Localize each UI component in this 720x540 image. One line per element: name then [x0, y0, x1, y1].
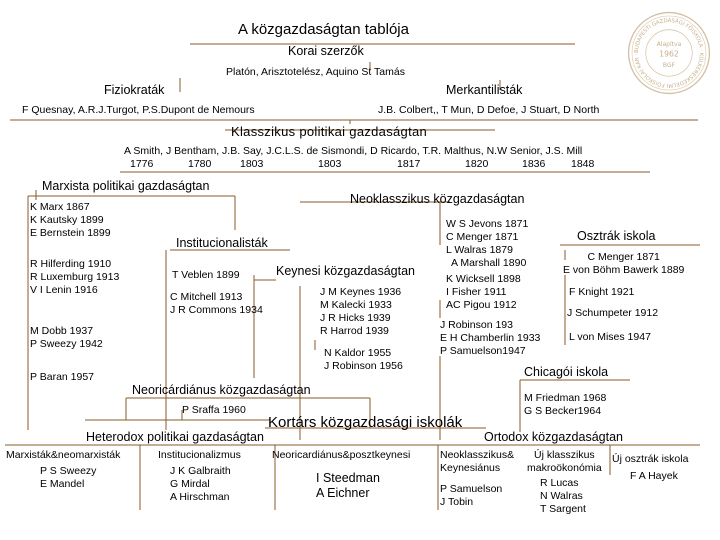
marxist-author: P Baran 1957: [30, 371, 95, 383]
svg-text:Alapítva: Alapítva: [656, 41, 682, 49]
orthodox-new-classical-names: [540, 477, 586, 516]
institutionalist-group-2: [170, 291, 263, 317]
orthodox-new-classical-heading: [527, 449, 602, 475]
marxist-group-3: [30, 325, 103, 351]
orthodox-author: P Samuelson: [440, 483, 503, 495]
orthodox-subheading: makroökonómia: [527, 462, 602, 474]
austrian-group-1: [563, 251, 684, 277]
heterodox-institutionalism-heading: Institucionalizmus: [158, 449, 241, 461]
heterodox-author: I Steedman: [316, 471, 380, 485]
heterodox-author: G Mirdal: [170, 478, 210, 490]
chicago-author: G S Becker1964: [524, 405, 602, 417]
neoclassical-group-1: [446, 218, 528, 270]
institutionalist-author: T Veblen 1899: [172, 269, 240, 281]
marxist-author: K Kautsky 1899: [30, 214, 104, 226]
neoclassical-author: W S Jevons 1871: [446, 218, 529, 230]
college-seal-stamp: [626, 10, 712, 96]
keynesian-group-1: [320, 286, 401, 338]
classical-date: 1776: [130, 158, 154, 170]
keynesian-author: J Robinson 1956: [324, 360, 403, 372]
classical-date: 1803: [240, 158, 264, 170]
heterodox-author: J K Galbraith: [170, 465, 231, 477]
classical-date: 1817: [397, 158, 421, 170]
classical-heading: Klasszikus politikai gazdaságtan: [231, 124, 428, 139]
chicago-heading: Chicagói iskola: [524, 365, 609, 379]
neoclassical-author: I Fisher 1911: [446, 286, 507, 298]
keynesian-author: J M Keynes 1936: [320, 286, 402, 298]
neoclassical-author: K Wicksell 1898: [446, 273, 521, 285]
institutionalist-author: C Mitchell 1913: [170, 291, 243, 303]
keynesian-author: J R Hicks 1939: [320, 312, 391, 324]
svg-text:BGF: BGF: [662, 61, 676, 69]
austrian-author: F Knight 1921: [569, 286, 635, 298]
orthodox-neoclassical-keynesian-heading: [440, 449, 514, 475]
early-authors-names: Platón, Arisztotelész, Aquino St Tamás: [226, 66, 405, 78]
marxist-group-2: [30, 258, 119, 297]
marxist-group-1: [30, 201, 111, 240]
neoclassical-author: J Robinson 193: [440, 319, 513, 331]
chicago-author: M Friedman 1968: [524, 392, 607, 404]
heterodox-author: A Eichner: [316, 486, 370, 500]
marxist-heading: Marxista politikai gazdaságtan: [42, 179, 210, 193]
marxist-author: R Luxemburg 1913: [30, 271, 120, 283]
marxist-author: M Dobb 1937: [30, 325, 94, 337]
keynesian-heading: Keynesi közgazdaságtan: [276, 264, 415, 278]
marxist-author: K Marx 1867: [30, 201, 90, 213]
svg-text:1962: 1962: [659, 49, 679, 59]
heterodox-author: E Mandel: [40, 478, 85, 490]
page-title: A közgazdaságtan tablója: [238, 21, 409, 38]
marxist-author: P Sweezy 1942: [30, 338, 103, 350]
orthodox-neoclassical-keynesian-names: [440, 483, 502, 509]
classical-date: 1836: [522, 158, 546, 170]
neoricardian-heading: Neoricárdiánus közgazdaságtan: [132, 383, 311, 397]
neoclassical-author: L Walras 1879: [446, 244, 513, 256]
orthodox-subheading: Új klasszikus: [534, 449, 595, 461]
neoclassical-author: P Samuelson1947: [440, 345, 526, 357]
chicago-authors: [524, 392, 606, 418]
svg-text:BUDAPESTI GAZDASÁGI FŐISKOLA ·: BUDAPESTI GAZDASÁGI FŐISKOLA · KÜLKERESKEDELMI FŐISKOLAI KAR ·: [633, 18, 705, 89]
contemporary-heading: Kortárs közgazdasági iskolák: [268, 414, 463, 431]
austrian-author: L von Mises 1947: [569, 331, 651, 343]
neoclassical-author: E H Chamberlin 1933: [440, 332, 541, 344]
heterodox-institutionalism-names: [170, 465, 231, 504]
heterodox-author: P S Sweezy: [40, 465, 97, 477]
physiocrats-names: F Quesnay, A.R.J.Turgot, P.S.Dupont de Nemours: [22, 104, 255, 116]
neoclassical-author: C Menger 1871: [446, 231, 519, 243]
orthodox-author: R Lucas: [540, 477, 579, 489]
classical-date: 1848: [571, 158, 595, 170]
heterodox-author: A Hirschman: [170, 491, 230, 503]
classical-date: 1803: [318, 158, 342, 170]
keynesian-group-2: [324, 347, 403, 373]
heterodox-marxists-heading: Marxisták&neomarxisták: [6, 449, 121, 461]
heterodox-postkeynesian-heading: Neoricardiánus&posztkeynesi: [272, 449, 411, 461]
marxist-author: V I Lenin 1916: [30, 284, 98, 296]
austrian-author: E von Böhm Bawerk 1889: [563, 264, 685, 276]
early-authors-heading: Korai szerzők: [288, 44, 364, 58]
austrian-author: J Schumpeter 1912: [567, 307, 659, 319]
marxist-author: R Hilferding 1910: [30, 258, 112, 270]
orthodox-heading: Ortodox közgazdaságtan: [484, 430, 623, 444]
neoricardian-author: P Sraffa 1960: [182, 404, 246, 416]
keynesian-author: M Kalecki 1933: [320, 299, 392, 311]
austrian-heading: Osztrák iskola: [577, 229, 656, 243]
keynesian-author: R Harrod 1939: [320, 325, 389, 337]
classical-date: 1780: [188, 158, 212, 170]
keynesian-author: N Kaldor 1955: [324, 347, 392, 359]
austrian-author: C Menger 1871: [587, 251, 660, 263]
institutionalists-heading: Institucionalisták: [176, 236, 268, 250]
neoclassical-heading: Neoklasszikus közgazdaságtan: [350, 192, 525, 206]
heterodox-marxists-names: [40, 465, 96, 491]
heterodox-postkeynesian-names: [316, 471, 380, 501]
orthodox-author: F A Hayek: [630, 470, 678, 482]
orthodox-subheading: Keynesiánus: [440, 462, 501, 474]
neoclassical-author: A Marshall 1890: [451, 257, 527, 269]
orthodox-new-austrian-heading: Új osztrák iskola: [612, 453, 689, 465]
neoclassical-group-2: [446, 273, 521, 312]
mercantilists-heading: Merkantilisták: [446, 83, 523, 97]
classical-date: 1820: [465, 158, 489, 170]
heterodox-heading: Heterodox politikai gazdaságtan: [86, 430, 264, 444]
neoclassical-group-3: [440, 319, 540, 358]
classical-names: A Smith, J Bentham, J.B. Say, J.C.L.S. de Sismondi, D Ricardo, T.R. Malthus, N.W Senior, J.S. Mill: [124, 145, 583, 157]
institutionalist-author: J R Commons 1934: [170, 304, 263, 316]
orthodox-author: T Sargent: [540, 503, 586, 515]
mercantilists-names: J.B. Colbert,, T Mun, D Defoe, J Stuart, D North: [378, 104, 600, 116]
orthodox-author: J Tobin: [440, 496, 474, 508]
orthodox-subheading: Neoklasszikus&: [440, 449, 515, 461]
neoclassical-author: AC Pigou 1912: [446, 299, 517, 311]
marxist-author: E Bernstein 1899: [30, 227, 111, 239]
orthodox-author: N Walras: [540, 490, 583, 502]
classical-dates: [0, 158, 720, 172]
physiocrats-heading: Fiziokraták: [104, 83, 165, 97]
